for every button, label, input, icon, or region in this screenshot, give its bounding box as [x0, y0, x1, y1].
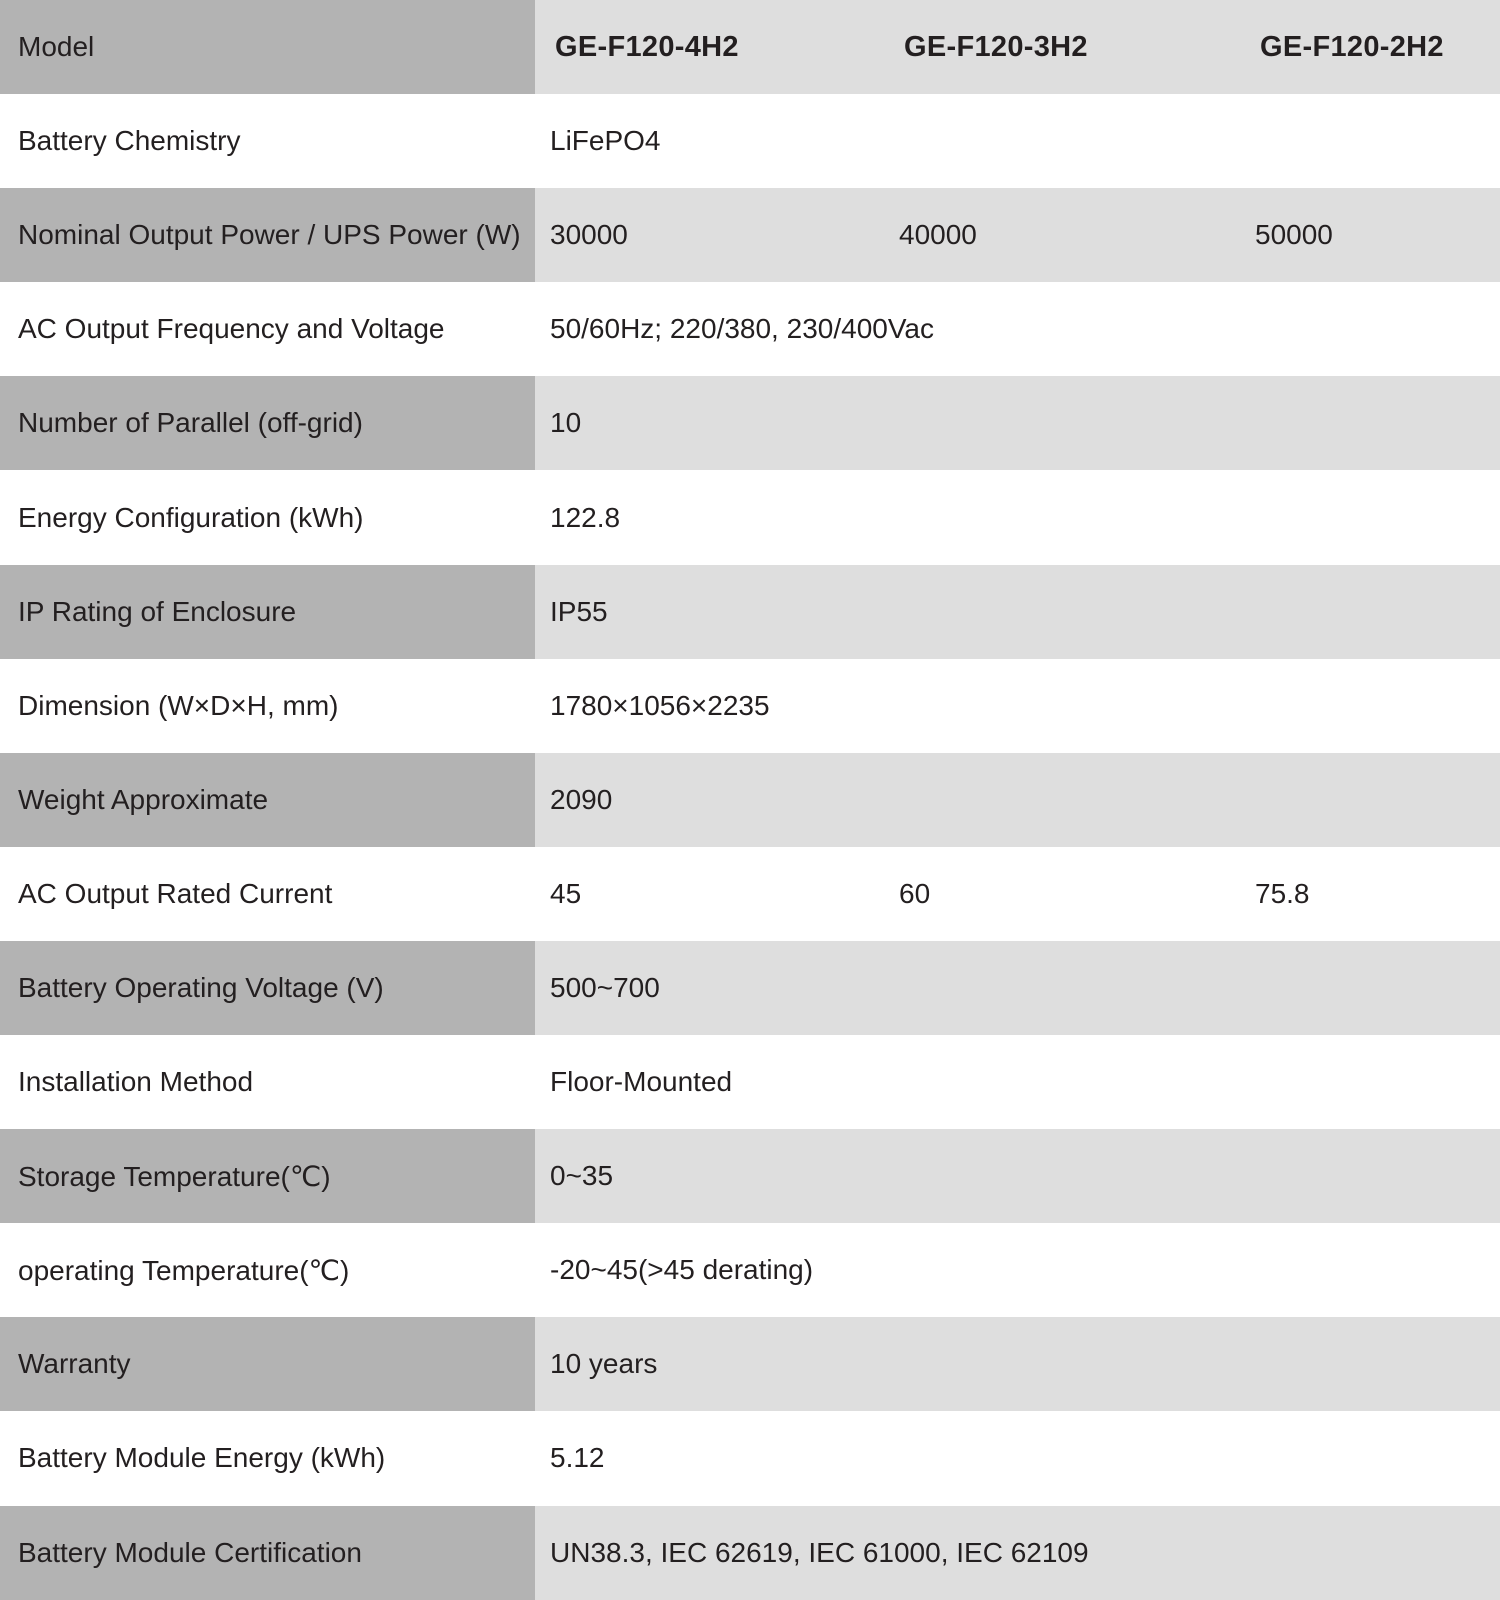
table-row [0, 1411, 1500, 1505]
header-models [535, 0, 1500, 94]
model-name: GE-F120-2H2 [1260, 30, 1444, 63]
table-row [0, 1129, 1500, 1223]
row-label: AC Output Frequency and Voltage [0, 282, 535, 376]
row-label: Energy Configuration (kWh) [0, 470, 535, 564]
row-value: Floor-Mounted [550, 1066, 733, 1098]
row-value: 2090 [550, 783, 613, 815]
row-label: IP Rating of Enclosure [0, 565, 535, 659]
row-label: Nominal Output Power / UPS Power (W) [0, 188, 535, 282]
row-value: 50000 [1255, 219, 1333, 251]
row-label: Warranty [0, 1317, 535, 1411]
row-value: LiFePO4 [550, 125, 661, 157]
row-label: operating Temperature(℃) [0, 1223, 535, 1317]
row-label: Battery Operating Voltage (V) [0, 941, 535, 1035]
row-value: 75.8 [1255, 877, 1310, 909]
row-label: Dimension (W×D×H, mm) [0, 659, 535, 753]
header-row [0, 0, 1500, 94]
row-value: 45 [550, 877, 582, 909]
row-value: 500~700 [550, 971, 660, 1003]
table-row [0, 659, 1500, 753]
row-label: AC Output Rated Current [0, 847, 535, 941]
table-row [0, 1223, 1500, 1317]
table-row [0, 847, 1500, 941]
table-row [0, 94, 1500, 188]
table-row [0, 1035, 1500, 1129]
header-label: Model [0, 0, 535, 94]
table-row [0, 941, 1500, 1035]
row-value: 30000 [550, 219, 628, 251]
model-name: GE-F120-3H2 [904, 30, 1088, 63]
row-label: Weight Approximate [0, 753, 535, 847]
row-value: 60 [899, 877, 931, 909]
model-name: GE-F120-4H2 [555, 30, 739, 63]
row-value: 122.8 [550, 501, 621, 533]
table-row [0, 188, 1500, 282]
table-row [0, 376, 1500, 470]
table-row [0, 753, 1500, 847]
row-value: UN38.3, IEC 62619, IEC 61000, IEC 62109 [550, 1536, 1089, 1568]
row-value: 1780×1056×2235 [550, 689, 770, 721]
row-value: 50/60Hz; 220/380, 230/400Vac [550, 313, 935, 345]
table-row [0, 565, 1500, 659]
row-value: 10 [550, 407, 582, 439]
row-label: Number of Parallel (off-grid) [0, 376, 535, 470]
row-label: Battery Module Energy (kWh) [0, 1411, 535, 1505]
row-label: Battery Module Certification [0, 1506, 535, 1600]
row-value: 0~35 [550, 1160, 614, 1192]
row-value: 5.12 [550, 1442, 605, 1474]
table-row [0, 1506, 1500, 1600]
table-row [0, 282, 1500, 376]
row-label: Installation Method [0, 1035, 535, 1129]
row-value: -20~45(>45 derating) [550, 1254, 814, 1286]
row-value: 10 years [550, 1348, 658, 1380]
table-row [0, 1317, 1500, 1411]
row-value: IP55 [550, 595, 608, 627]
row-value: 40000 [899, 219, 977, 251]
table-row [0, 470, 1500, 564]
row-label: Battery Chemistry [0, 94, 535, 188]
row-label: Storage Temperature(℃) [0, 1129, 535, 1223]
